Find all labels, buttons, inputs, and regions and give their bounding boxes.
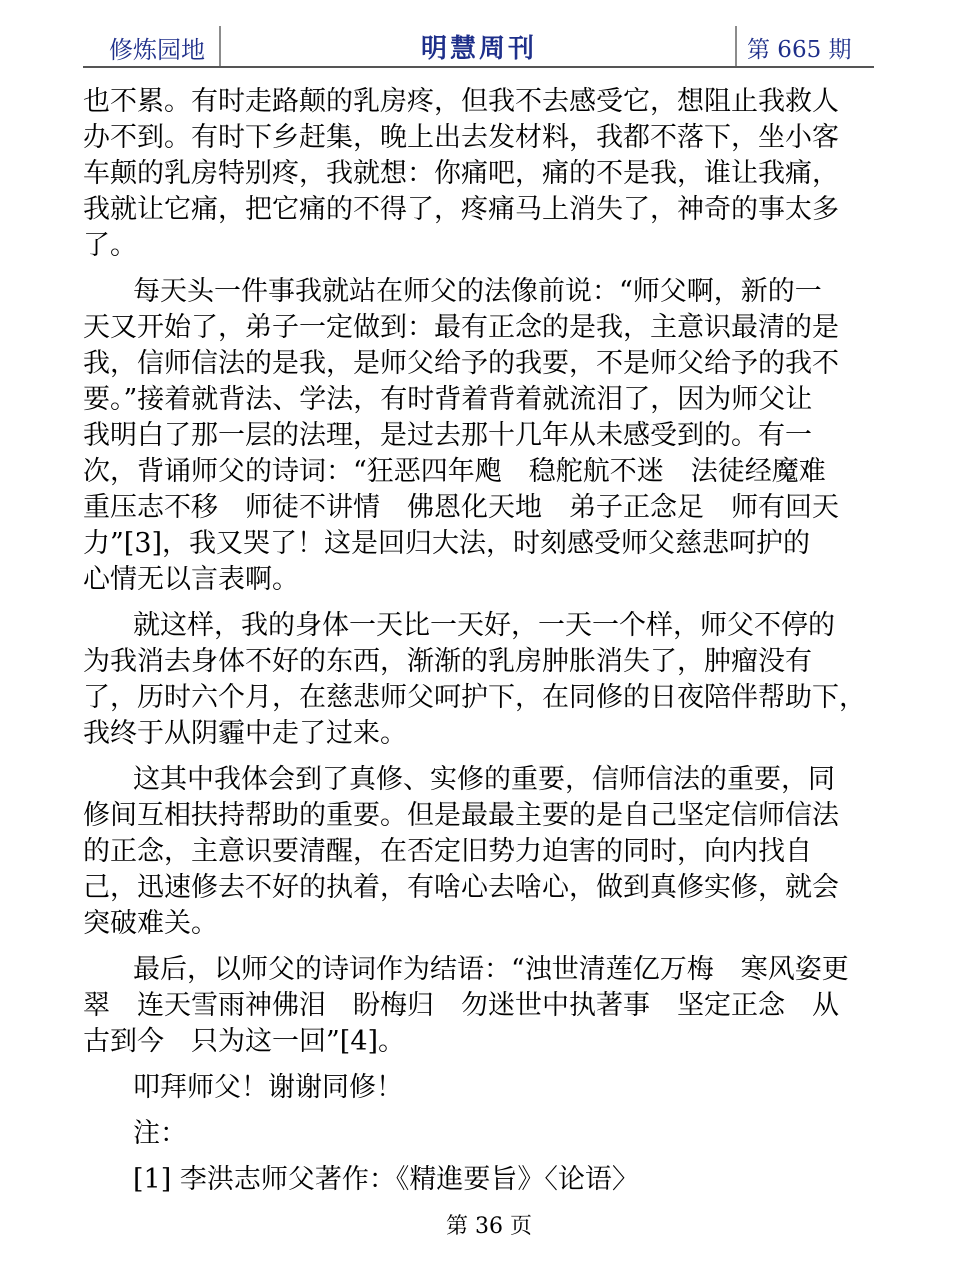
text-line: 注： xyxy=(133,1118,187,1149)
text-line: 我终于从阴霾中走了过来。 xyxy=(83,718,407,749)
paragraph xyxy=(83,762,883,942)
paragraph xyxy=(83,1116,883,1152)
page-header xyxy=(83,26,874,68)
text-line: 次，背诵师父的诗词：“狂恶四年飑 稳舵航不迷 法徒经魔难 xyxy=(83,456,826,487)
header-section-cell xyxy=(83,26,221,66)
paragraph xyxy=(83,84,883,264)
header-section-label: 修炼园地 xyxy=(109,36,205,64)
paragraph xyxy=(83,274,883,598)
text-line: 重压志不移 师徒不讲情 佛恩化天地 弟子正念足 师有回天 xyxy=(83,492,839,523)
text-line: 力”[3]，我又哭了！这是回归大法，时刻感受师父慈悲呵护的 xyxy=(83,528,811,559)
text-line: 每天头一件事我就站在师父的法像前说：“师父啊，新的一 xyxy=(133,276,822,307)
header-issue-cell xyxy=(735,26,874,66)
text-line: 突破难关。 xyxy=(83,908,218,939)
paragraph xyxy=(83,1070,883,1106)
issue-number: 第 665 期 xyxy=(747,37,852,63)
text-line: [1] 李洪志师父著作：《精進要旨》〈论语〉 xyxy=(133,1164,639,1195)
text-line: 这其中我体会到了真修、实修的重要，信师信法的重要，同 xyxy=(133,764,835,795)
paragraph xyxy=(83,1162,883,1198)
text-line: 我，信师信法的是我，是师父给予的我要，不是师父给予的我不 xyxy=(83,348,839,379)
paragraph xyxy=(83,952,883,1060)
header-title-cell xyxy=(223,26,735,66)
text-line: 办不到。有时下乡赶集，晚上出去发材料，我都不落下，坐小客 xyxy=(83,122,839,153)
page-number: 第 36 页 xyxy=(446,1214,532,1239)
text-line: 修间互相扶持帮助的重要。但是最最主要的是自己坚定信师信法 xyxy=(83,800,839,831)
text-line: 天又开始了，弟子一定做到：最有正念的是我，主意识最清的是 xyxy=(83,312,839,343)
text-line: 车颠的乳房特别疼，我就想：你痛吧，痛的不是我，谁让我痛， xyxy=(83,158,839,189)
text-line: 的正念，主意识要清醒，在否定旧势力迫害的同时，向内找自 xyxy=(83,836,812,867)
text-line: 要。”接着就背法、学法，有时背着背着就流泪了，因为师父让 xyxy=(83,384,813,415)
text-line: 最后，以师父的诗词作为结语：“浊世清莲亿万梅 寒风姿更 xyxy=(133,954,849,985)
text-line: 为我消去身体不好的东西，渐渐的乳房肿胀消失了，肿瘤没有 xyxy=(83,646,812,677)
paragraph xyxy=(83,608,883,752)
text-line: 叩拜师父！谢谢同修！ xyxy=(133,1072,403,1103)
text-line: 了，历时六个月，在慈悲师父呵护下，在同修的日夜陪伴帮助下， xyxy=(83,682,866,713)
text-line: 翠 连天雪雨神佛泪 盼梅归 勿迷世中执著事 坚定正念 从 xyxy=(83,990,839,1021)
text-line: 心情无以言表啊。 xyxy=(83,564,299,595)
publication-title: 明慧周刊 xyxy=(420,34,537,64)
text-line: 了。 xyxy=(83,230,137,261)
text-line: 己，迅速修去不好的执着，有啥心去啥心，做到真修实修，就会 xyxy=(83,872,839,903)
text-line: 我明白了那一层的法理，是过去那十几年从未感受到的。有一 xyxy=(83,420,812,451)
text-line: 也不累。有时走路颠的乳房疼，但我不去感受它，想阻止我救人 xyxy=(83,86,839,117)
article-body xyxy=(83,84,883,1208)
text-line: 就这样，我的身体一天比一天好，一天一个样，师父不停的 xyxy=(133,610,835,641)
text-line: 我就让它痛，把它痛的不得了，疼痛马上消失了，神奇的事太多 xyxy=(83,194,839,225)
text-line: 古到今 只为这一回”[4]。 xyxy=(83,1026,406,1057)
